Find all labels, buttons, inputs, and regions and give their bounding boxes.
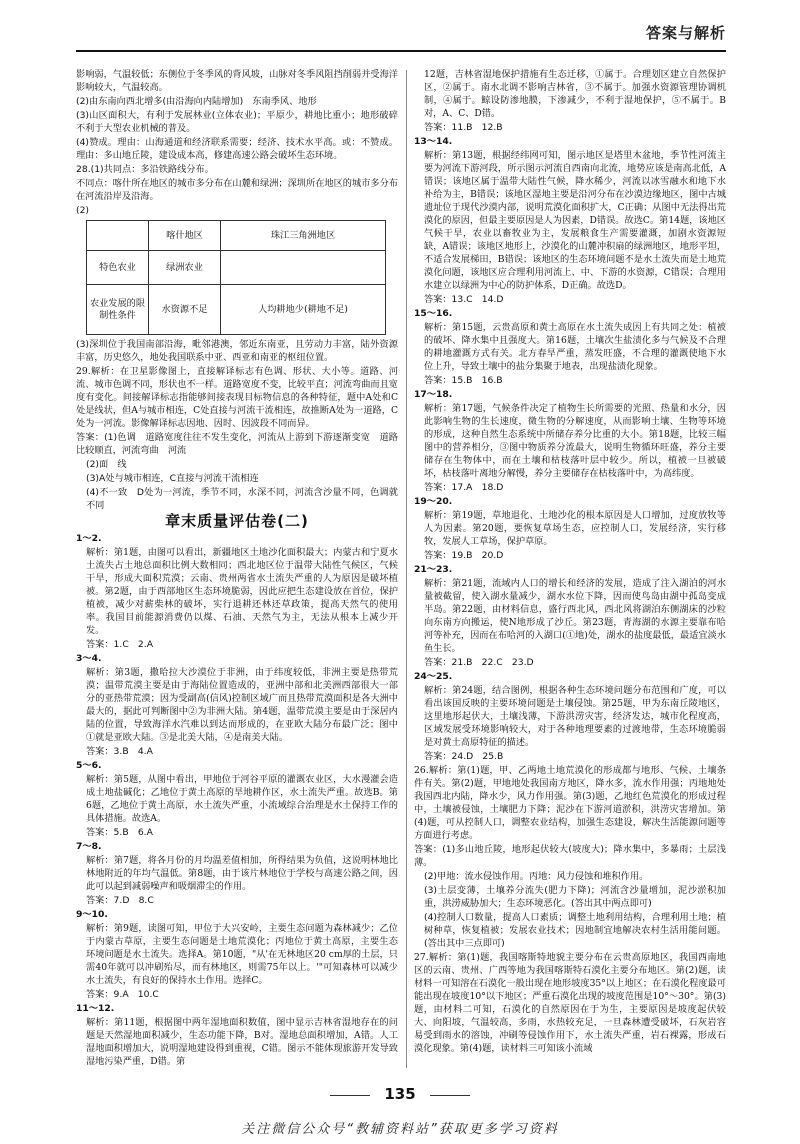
q28-answer: (2) bbox=[76, 205, 90, 216]
q26-answer: (2)甲地：流水侵蚀作用。丙地：风力侵蚀和堆积作用。 bbox=[424, 871, 649, 882]
answer-paragraph: (4)赞成。理由：山海通道和经济联系需要；经济、技术水平高。或：不赞成。理由：多山地丘陵，建设成本高，修建高速公路会破坏生态环境。 bbox=[76, 137, 398, 161]
explanation: 解析：第9题，读图可知，甲位于大兴安岭，主要生态问题为森林减少；乙位于内蒙古草原，主要生态问题是土地荒漠化；丙地位于黄土高原，主要生态环境问题是水土流失。选择A。第10题，"从'在无林地区20 cm厚的土层，只需40年就可以冲刷殆尽，而有林地区，则需75年以上。'"可知森林可以减少水土流失，有良好的保持水土作用。选择C。 bbox=[86, 923, 398, 986]
left-column bbox=[76, 68, 398, 1070]
explanation: 解析：第7题，将各月份的月均温差值相加，所得结果为负值，这说明林地比林地附近的年均气温低。第8题，由于该片林地位于学校与高速公路之间，因此可以起到减弱噪声和吸烟滞尘的作用。 bbox=[86, 855, 398, 892]
answer: 答案：1.C 2.A bbox=[86, 639, 153, 650]
explanation: 解析：第17题，气候条件决定了植物生长所需要的光照、热量和水分，因此影响生物的生长速度，微生物的分解速度，从而影响土壤、生物等环境的形成，这种自然生态系统中所储存养分比重的大小。第18题，比较三幅图中的营养相分，③图中物质养分流最大，说明生物循环旺盛，养分主要储存在生物体中，而在土壤和枯枝落叶层中较少。所以，植被一旦被破坏，枯枝落叶离地分解慢，养分主要储存在枯枝落叶中，为高纬度。 bbox=[424, 403, 726, 479]
question-range: 5～6. bbox=[76, 760, 102, 771]
table-cell: 水资源不足 bbox=[149, 285, 221, 335]
q29-answer: 答案：(1)色调 道路宽度往往不发生变化，河流从上游到下游逐渐变宽 道路比较顺直，河流弯曲 河流 bbox=[76, 432, 398, 456]
question-range: 3～4. bbox=[76, 653, 102, 664]
table-header-kashgar: 喀什地区 bbox=[149, 221, 221, 251]
answer: 答案：13.C 14.D bbox=[424, 294, 504, 305]
q29-answer: (4)不一致 D处为一河流，季节不同，水深不同，河流含沙量不同，色调就不同 bbox=[86, 487, 398, 511]
table-cell: 绿洲农业 bbox=[149, 251, 221, 285]
explanation: 解析：第19题，草地退化、土地沙化的根本原因是人口增加，过度放牧等人为因素。第20题，要恢复草场生态，应控制人口，发展经济，实行移牧，发展人工草场，保护草原。 bbox=[424, 510, 726, 547]
answer: 答案：15.B 16.B bbox=[424, 375, 503, 386]
page-header bbox=[0, 0, 800, 62]
header-rule bbox=[76, 50, 726, 52]
column-divider bbox=[406, 70, 407, 1068]
explanation: 12题，吉林省湿地保护措施有生态迁移，①属于。合理划区建立自然保护区，②属于。南水北调不影响吉林省，③不属于。加强水资源管理协调机制，④属于。鲸设防渗地膜，下渗减少，不利于湿地保护，⑤不属于。B对，A、C、D错。 bbox=[424, 69, 726, 119]
answer-paragraph: 影响弱，气温较低；东侧位于冬季风的背风坡，山脉对冬季风阻挡削弱并受海洋影响较大，气温较高。 bbox=[76, 69, 398, 93]
explanation: 解析：第15题，云贵高原和黄土高原在水土流失成因上有共同之处：植被的破坏、降水集中且强度大。第16题，土壤次生盐渍化多与气候及不合理的耕地灌溉方式有关。北方春旱严重，蒸发旺盛，不合理的灌溉使地下水位上升，导致土壤中的盐分集聚于地表，出现盐渍化现象。 bbox=[424, 322, 726, 372]
answer: 答案：19.B 20.D bbox=[424, 550, 504, 561]
question-range: 13～14. bbox=[414, 136, 453, 147]
question-range: 15～16. bbox=[414, 308, 453, 319]
q26-answer: (4)控制人口数量，提高人口素质；调整土地利用结构，合理利用土地；植树种草，恢复植被；发展农业技术；因地制宜地解决农村生活用能问题。(答出其中三点即可) bbox=[424, 912, 726, 949]
table-header-prd: 珠江三角洲地区 bbox=[221, 221, 386, 251]
table-cell: 人均耕地少(耕地不足) bbox=[221, 285, 386, 335]
table-cell bbox=[221, 251, 386, 285]
answer: 答案：11.B 12.B bbox=[424, 122, 503, 133]
answer: 答案：24.D 25.B bbox=[424, 751, 504, 762]
question-range: 9～10. bbox=[76, 909, 108, 920]
table-row-label: 特色农业 bbox=[87, 251, 149, 285]
right-column bbox=[414, 68, 726, 1070]
q29-explanation: 29.解析：在卫星影像图上，直接解译标志有色调、形状、大小等。道路、河流、城市色调不同，形状也不一样。道路宽度不变，比较平直；河流弯曲而且宽度有变化。间接解译标志指能够间接表现目标物信息的各种特征，题中A处和C处是线状，但A与城市相连，C处直接与河流干流相连，故推断A处为一道路，C处为一河流。影像解译标志因地、因时、因波段不同而异。 bbox=[76, 366, 398, 429]
q26-explanation: 26.解析：第(1)题，甲、乙两地土地荒漠化的形成都与地形、气候、土壤条件有关。第(2)题，甲地地处我国南方地区，降水多，流水作用强；丙地地处我国西北内陆，降水少，风力作用强。第(3)题，乙地红色荒漠化的形成过程中，土壤被侵蚀，土壤肥力下降；泥沙在下游河道淤积，洪涝灾害增加。第(4)题，可从控制人口，调整农业结构，加强生态建设，解决生活能源问题等方面进行考虑。 bbox=[414, 765, 726, 841]
answer: 答案：17.A 18.D bbox=[424, 482, 504, 493]
answer: 答案：3.B 4.A bbox=[86, 746, 153, 757]
answer: 答案：5.B 6.A bbox=[86, 827, 153, 838]
q26-answer: 答案：(1)多山地丘陵，地形起伏较大(坡度大)；降水集中，多暴雨；土层浅薄。 bbox=[414, 844, 726, 868]
header-title: 答案与解析 bbox=[645, 24, 726, 42]
answer-paragraph: (2)由东南向西北增多(由沿海向内陆增加) 东南季风、地形 bbox=[76, 96, 317, 107]
q26-answer: (3)土层变薄，土壤养分流失(肥力下降)；河流含沙量增加，泥沙淤积加重，洪涝威胁加大；生态环境恶化。(答出其中两点即可) bbox=[424, 885, 726, 909]
explanation: 解析：第3题，撒哈拉大沙漠位于非洲，由于纬度较低，非洲主要是热带荒漠；温带荒漠主要是由于海陆位置造成的，亚洲中部和北美洲西部很大一部分的亚热带荒漠；因为受副高(信风)控制区域广而且热带荒漠面积是各大洲中最大的，据此可判断图中②为非洲大陆。第4题，温带荒漠主要是由于深居内陆的位置，导致海洋水汽难以到达而形成的，在亚欧大陆分布最广泛；图中①就是亚欧大陆。③是北美大陆，④是南美大陆。 bbox=[86, 667, 398, 743]
explanation: 解析：第13题，根据经纬网可知，图示地区是塔里木盆地，季节性河流主要为河流下游河段，所示图示河流自西南向北流，地势应该是南高北低，A错误；该地区属于温带大陆性气候，降水稀少，河流以冰雪融水和地下水补给为主，B错误；该地区湿地主要是沿河分布在沙漠边缘地区，图中古城遗址位于现代沙漠内部，说明荒漠化面积扩大，C正确；从图中无法得出荒漠化的原因，但最主要原因是人为因素，D错误。故选C。第14题，该地区气候干旱，农业以畜牧业为主，发展粮食生产需要灌溉，加剧水资源短缺，A错误；该地区地形上，沙漠化的山麓冲积扇的绿洲地区，地形平坦，不适合发展梯田，B错误；该地区的生态环境问题不是水土流失而是土地荒漠化问题，该地区应合理利用河流上、中、下游的水资源，C错误；合理用水建立以绿洲为中心的防护体系，D正确。故选D。 bbox=[424, 150, 726, 291]
question-range: 17～18. bbox=[414, 389, 453, 400]
comparison-table bbox=[86, 220, 386, 335]
explanation: 解析：第5题，从图中看出，甲地位于河谷平原的灌溉农业区，大水漫灌会造成土地盐碱化；乙地位于黄土高原的旱地耕作区，水土流失严重。故选B。第6题，乙地位于黄土高原，水土流失严重，小流域综合治理是水土保持工作的具体措施。故选A。 bbox=[86, 774, 398, 824]
explanation: 解析：第1题，由图可以看出，新疆地区土地沙化面积最大；内蒙古和宁夏水土流失占土地总面积比例大数相同；西北地区位于温带大陆性气候区，气候干旱，形成大面积荒漠；云南、贵州两省水土流失严重的人为原因是破坏植被。第2题，由于西部地区生态环境脆弱，因此应把生态建设放在首位，保护植被，减少对薪柴林的破坏，实行退耕还林还草政策，提高天然气的使用率。我国目前能源消费仍以煤、石油、天然气为主，无法从根本上减少开发。 bbox=[86, 547, 398, 636]
explanation: 解析：第24题，结合图例，根据各种生态环境问题分布范围和广度，可以看出该国反映的主要环境问题是土壤侵蚀。第25题，甲为东南丘陵地区，这里地形起伏大，土壤浅薄，下游洪涝灾害，经济发达，城市化程度高，区域发展受环境影响较大，对于各种地理要素的过渡地带，生态环境脆弱是对黄土高原特征的描述。 bbox=[424, 685, 726, 748]
page-number-rule-right bbox=[430, 1095, 470, 1096]
question-range: 19～20. bbox=[414, 496, 453, 507]
table-corner-cell bbox=[87, 221, 149, 251]
table-row-label: 农业发展的限制性条件 bbox=[87, 285, 149, 335]
q29-answer: (3)A处与城市相连，C直接与河流干流相连 bbox=[86, 473, 259, 484]
answer: 答案：21.B 22.C 23.D bbox=[424, 657, 534, 668]
answer-paragraph: (3)山区面积大，有利于发展林业(立体农业)；平原少，耕地比重小；地形破碎不利于大型农业机械的普及。 bbox=[76, 110, 398, 134]
question-range: 11～12. bbox=[76, 1003, 115, 1014]
answer: 答案：9.A 10.C bbox=[86, 989, 159, 1000]
question-range: 21～23. bbox=[414, 564, 453, 575]
q28-answer: 不同点：喀什所在地区的城市多分布在山麓和绿洲；深圳所在地区的城市多分布在河流沿岸及沿海。 bbox=[76, 178, 398, 202]
q28-answer: 28.(1)共同点：多沿铁路线分布。 bbox=[76, 164, 214, 175]
explanation: 解析：第21题，流域内人口的增长和经济的发展，造成了注入湖泊的河水量被截留，使入湖水量减少，湖水水位下降，因而使鸟岛由湖中孤岛变成半岛。第22题，由材料信息，盛行西北风，西北风将湖泊东侧湖床的沙粒向东南方向搬运，使N地形成了沙丘。第23题，青海湖的水源主要靠布哈河等补充，因而在布哈河的入湖口(①地)处，湖水的盐度最低，最适宜淡水鱼生长。 bbox=[424, 578, 726, 654]
q29-answer: (2)面 线 bbox=[86, 459, 127, 470]
page-number: 135 bbox=[384, 1085, 416, 1103]
explanation: 解析：第11题，根据图中两年湿地面积数值，图中显示吉林省湿地存在的问题是天然湿地面积减少，生态功能下降，B对。湿地总面积增加，A错。人工湿地面积增加大，说明湿地建设得到重视，C错。图示不能体现旅游开发导致湿地污染严重，D错。第 bbox=[86, 1017, 398, 1067]
question-range: 1～2. bbox=[76, 533, 102, 544]
q28-answer: (3)深圳位于我国南部沿海，毗邻港澳，邻近东南亚，且劳动力丰富，陆外资源丰富，历史悠久，地处我国联系中亚、西亚和南亚的枢纽位置。 bbox=[76, 339, 398, 363]
answer: 答案：7.D 8.C bbox=[86, 895, 154, 906]
section-title: 章末质量评估卷(二) bbox=[165, 512, 309, 530]
q27-explanation: 27.解析：第(1)题，我国喀斯特地貌主要分布在云贵高原地区，我国西南地区的云南、贵州、广西等地为我国喀斯特石漠化主要分布地区。第(2)题，读材料一可知溶在石漠化一般出现在地形坡度35°以上地区；在石漠化程度最可能出现在坡度10°以下地区；严重石漠化出现的坡度范围是10°～30°。第(3)题，由材料二可知，石漠化的自然原因在于为生，主要原因是坡度起伏较大、向阳坡，气温较高，多雨，水热较充足，一旦森林遭受破坏，石灰岩容易受到雨水的溶蚀，冲刷等侵蚀作用下，水土流失严重，岩石裸露，形成石漠化现象。第(4)题，读材料三可知该小流域 bbox=[414, 952, 726, 1054]
question-range: 24～25. bbox=[414, 671, 453, 682]
footer-note: 关注微信公众号“教辅资料站”获取更多学习资料 bbox=[241, 1122, 559, 1137]
question-range: 7～8. bbox=[76, 841, 102, 852]
